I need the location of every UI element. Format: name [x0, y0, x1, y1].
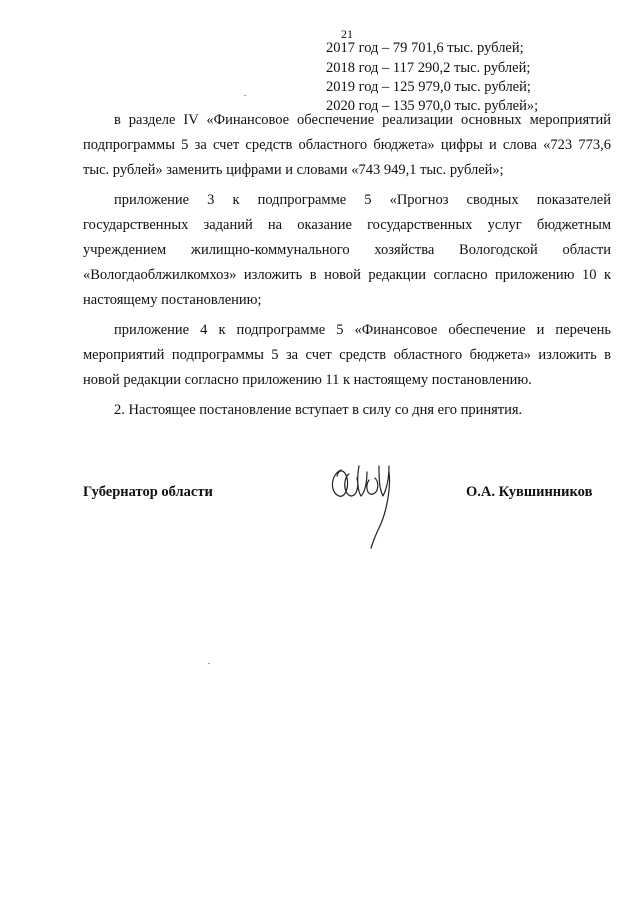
- handwritten-signature: [325, 452, 405, 552]
- amount-line-2019: 2019 год – 125 979,0 тыс. рублей;: [326, 79, 531, 95]
- paragraph-section-iv: в разделе IV «Финансовое обеспечение реализации основных мероприятий подпрограммы 5 за счет средств областного бюджета» цифры и слова «723 773,6 тыс. рублей» заменить цифрами и словами «743 949,1 тыс. рублей»;: [83, 112, 611, 178]
- document-body: [83, 108, 611, 428]
- scan-speck: [244, 95, 246, 96]
- scan-speck: [208, 663, 210, 664]
- paragraph-effective-date: 2. Настоящее постановление вступает в силу со дня его принятия.: [114, 402, 523, 418]
- paragraph-appendix-4: приложение 4 к подпрограмме 5 «Финансовое обеспечение и перечень мероприятий подпрограммы 5 за счет средств областного бюджета» изложить в новой редакции согласно приложению 11 к настоящему постановлению.: [83, 322, 611, 388]
- amount-line-2018: 2018 год – 117 290,2 тыс. рублей;: [326, 60, 531, 76]
- paragraph-appendix-3: приложение 3 к подпрограмме 5 «Прогноз сводных показателей государственных заданий на оказание государственных услуг бюджетным учреждением жилищно-коммунального хозяйства Вологодской области «Вологдаоблжилкомхоз» изложить в новой редакции согласно приложению 10 к настоящему постановлению;: [83, 192, 611, 308]
- signatory-name: О.А. Кувшинников: [466, 484, 593, 500]
- page-number: 21: [341, 27, 353, 41]
- amount-line-2020: 2020 год – 135 970,0 тыс. рублей»;: [326, 98, 539, 114]
- signatory-position: Губернатор области: [83, 484, 213, 500]
- amount-line-2017: 2017 год – 79 701,6 тыс. рублей;: [326, 40, 524, 56]
